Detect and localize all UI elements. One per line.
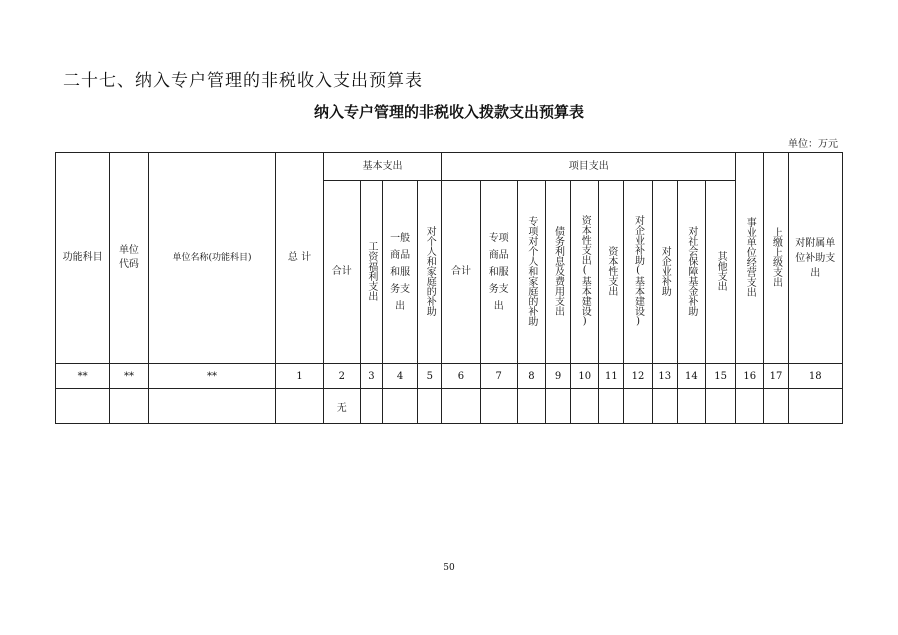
column-number: 9	[545, 364, 570, 389]
header-project-group: 项目支出	[442, 153, 736, 181]
table-cell	[418, 389, 442, 424]
table-cell	[517, 389, 545, 424]
header-basic-subtotal: 合计	[323, 181, 360, 364]
column-number: 14	[677, 364, 705, 389]
column-number: 16	[736, 364, 764, 389]
header-project-enterprise: 对企业补助	[652, 181, 677, 364]
header-business: 事业单位经营支出	[736, 153, 764, 364]
column-number-row	[56, 364, 843, 389]
header-project-social: 对社会保障基金补助	[677, 181, 705, 364]
column-number: **	[110, 364, 148, 389]
table-cell	[480, 389, 517, 424]
column-number: 17	[764, 364, 788, 389]
column-number: 5	[418, 364, 442, 389]
header-func-subject: 功能科目	[56, 153, 110, 364]
table-cell	[545, 389, 570, 424]
column-number: 13	[652, 364, 677, 389]
header-project-subtotal: 合计	[442, 181, 480, 364]
page-heading: 二十七、纳入专户管理的非税收入支出预算表	[63, 71, 423, 91]
table-cell	[442, 389, 480, 424]
header-project-goods: 专项商品和服务支出	[480, 181, 517, 364]
data-row	[56, 389, 843, 424]
header-basic-group: 基本支出	[323, 153, 442, 181]
header-basic-personal: 对个人和家庭的补助	[418, 181, 442, 364]
table-cell	[764, 389, 788, 424]
header-basic-wage: 工资福利支出	[360, 181, 382, 364]
table-cell	[599, 389, 624, 424]
table-cell	[360, 389, 382, 424]
column-number: 2	[323, 364, 360, 389]
column-number: **	[56, 364, 110, 389]
budget-table	[55, 152, 843, 424]
table-cell	[652, 389, 677, 424]
page-number: 50	[443, 563, 455, 573]
table-cell	[788, 389, 842, 424]
table-cell	[571, 389, 599, 424]
header-total: 总 计	[276, 153, 323, 364]
column-number: 6	[442, 364, 480, 389]
header-project-other: 其他支出	[705, 181, 735, 364]
column-number: 7	[480, 364, 517, 389]
column-number: 1	[276, 364, 323, 389]
column-number: 4	[382, 364, 417, 389]
column-number: 15	[705, 364, 735, 389]
column-number: 18	[788, 364, 842, 389]
column-number: 11	[599, 364, 624, 389]
header-upper: 上缴上级支出	[764, 153, 788, 364]
header-project-enterprise-build: 对企业补助(基本建设)	[624, 181, 652, 364]
table-cell	[677, 389, 705, 424]
column-number: 3	[360, 364, 382, 389]
column-number: 12	[624, 364, 652, 389]
header-project-capital: 资本性支出	[599, 181, 624, 364]
table-cell	[56, 389, 110, 424]
table-title: 纳入专户管理的非税收入拨款支出预算表	[313, 103, 584, 121]
header-project-debt: 债务利息及费用支出	[545, 181, 570, 364]
table-cell	[276, 389, 323, 424]
header-basic-goods: 一般商品和服务支出	[382, 181, 417, 364]
table-cell	[624, 389, 652, 424]
header-unit-code: 单位代码	[110, 153, 148, 364]
header-row-groups	[56, 153, 843, 181]
table-cell	[382, 389, 417, 424]
header-project-personal: 专项对个人和家庭的补助	[517, 181, 545, 364]
table-cell	[110, 389, 148, 424]
basic-subtotal-cell: 无	[323, 389, 360, 424]
column-number: **	[148, 364, 276, 389]
column-number: 10	[571, 364, 599, 389]
header-unit-name: 单位名称(功能科目)	[148, 153, 276, 364]
header-affiliated: 对附属单位补助支出	[788, 153, 842, 364]
table-cell	[148, 389, 276, 424]
header-project-capital-build: 资本性支出(基本建设)	[571, 181, 599, 364]
table-cell	[705, 389, 735, 424]
column-number: 8	[517, 364, 545, 389]
unit-label: 单位：万元	[788, 139, 838, 150]
table-cell	[736, 389, 764, 424]
